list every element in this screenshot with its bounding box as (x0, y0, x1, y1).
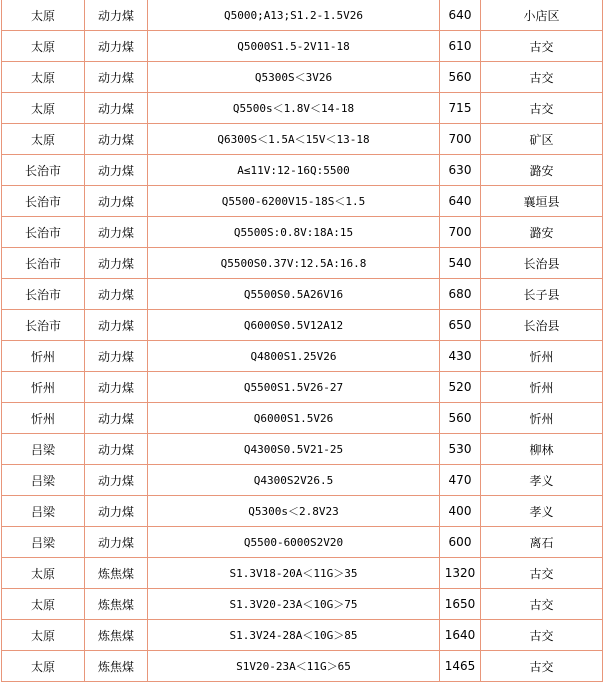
coal-type-cell: 炼焦煤 (85, 558, 148, 589)
price-cell: 520 (440, 372, 481, 403)
coal-type-cell: 动力煤 (85, 527, 148, 558)
location-cell: 古交 (481, 651, 603, 682)
price-cell: 430 (440, 341, 481, 372)
location-cell: 襄垣县 (481, 186, 603, 217)
coal-type-cell: 动力煤 (85, 124, 148, 155)
location-cell: 潞安 (481, 155, 603, 186)
coal-type-cell: 动力煤 (85, 93, 148, 124)
table-row (2, 186, 603, 217)
price-cell: 650 (440, 310, 481, 341)
coal-type-cell: 动力煤 (85, 372, 148, 403)
table-row (2, 558, 603, 589)
location-cell: 古交 (481, 31, 603, 62)
region-cell: 长治市 (2, 310, 85, 341)
table-row (2, 341, 603, 372)
coal-type-cell: 炼焦煤 (85, 651, 148, 682)
table-row (2, 496, 603, 527)
spec-cell: A≤11V:12-16Q:5500 (148, 155, 440, 186)
coal-type-cell: 炼焦煤 (85, 589, 148, 620)
price-cell: 530 (440, 434, 481, 465)
coal-type-cell: 动力煤 (85, 155, 148, 186)
region-cell: 太原 (2, 124, 85, 155)
table-row (2, 93, 603, 124)
price-cell: 630 (440, 155, 481, 186)
spec-cell: Q5500S:0.8V:18A:15 (148, 217, 440, 248)
location-cell: 长治县 (481, 310, 603, 341)
table-row (2, 0, 603, 31)
spec-cell: Q5300S＜3V26 (148, 62, 440, 93)
location-cell: 古交 (481, 62, 603, 93)
coal-type-cell: 动力煤 (85, 186, 148, 217)
location-cell: 古交 (481, 93, 603, 124)
region-cell: 太原 (2, 651, 85, 682)
spec-cell: Q5300s＜2.8V23 (148, 496, 440, 527)
price-cell: 1465 (440, 651, 481, 682)
table-row (2, 372, 603, 403)
region-cell: 长治市 (2, 217, 85, 248)
coal-type-cell: 炼焦煤 (85, 620, 148, 651)
region-cell: 吕梁 (2, 527, 85, 558)
spec-cell: Q4800S1.25V26 (148, 341, 440, 372)
location-cell: 古交 (481, 558, 603, 589)
spec-cell: Q5000S1.5-2V11-18 (148, 31, 440, 62)
price-cell: 640 (440, 0, 481, 31)
region-cell: 吕梁 (2, 434, 85, 465)
region-cell: 太原 (2, 62, 85, 93)
price-cell: 600 (440, 527, 481, 558)
region-cell: 忻州 (2, 372, 85, 403)
coal-type-cell: 动力煤 (85, 248, 148, 279)
region-cell: 长治市 (2, 186, 85, 217)
location-cell: 孝义 (481, 465, 603, 496)
table-row (2, 651, 603, 682)
coal-type-cell: 动力煤 (85, 434, 148, 465)
region-cell: 长治市 (2, 248, 85, 279)
region-cell: 太原 (2, 620, 85, 651)
location-cell: 潞安 (481, 217, 603, 248)
table-row (2, 31, 603, 62)
price-cell: 680 (440, 279, 481, 310)
location-cell: 长治县 (481, 248, 603, 279)
region-cell: 长治市 (2, 279, 85, 310)
price-cell: 560 (440, 403, 481, 434)
table-body (2, 0, 603, 682)
region-cell: 太原 (2, 0, 85, 31)
price-cell: 1640 (440, 620, 481, 651)
location-cell: 忻州 (481, 341, 603, 372)
price-cell: 700 (440, 217, 481, 248)
price-cell: 470 (440, 465, 481, 496)
price-cell: 1650 (440, 589, 481, 620)
price-cell: 1320 (440, 558, 481, 589)
price-cell: 610 (440, 31, 481, 62)
price-cell: 560 (440, 62, 481, 93)
region-cell: 太原 (2, 558, 85, 589)
location-cell: 孝义 (481, 496, 603, 527)
table-row (2, 465, 603, 496)
region-cell: 吕梁 (2, 465, 85, 496)
region-cell: 太原 (2, 93, 85, 124)
region-cell: 太原 (2, 589, 85, 620)
spec-cell: Q5500-6000S2V20 (148, 527, 440, 558)
location-cell: 古交 (481, 620, 603, 651)
coal-price-table (1, 0, 603, 682)
table-row (2, 248, 603, 279)
table-row (2, 62, 603, 93)
location-cell: 离石 (481, 527, 603, 558)
region-cell: 忻州 (2, 341, 85, 372)
location-cell: 柳林 (481, 434, 603, 465)
table-row (2, 217, 603, 248)
location-cell: 小店区 (481, 0, 603, 31)
price-cell: 700 (440, 124, 481, 155)
table-row (2, 310, 603, 341)
spec-cell: Q5500S1.5V26-27 (148, 372, 440, 403)
region-cell: 忻州 (2, 403, 85, 434)
location-cell: 忻州 (481, 372, 603, 403)
coal-type-cell: 动力煤 (85, 31, 148, 62)
spec-cell: Q6300S＜1.5A＜15V＜13-18 (148, 124, 440, 155)
spec-cell: Q6000S1.5V26 (148, 403, 440, 434)
spec-cell: S1V20-23A＜11G＞65 (148, 651, 440, 682)
table-row (2, 403, 603, 434)
region-cell: 长治市 (2, 155, 85, 186)
spec-cell: S1.3V24-28A＜10G＞85 (148, 620, 440, 651)
coal-type-cell: 动力煤 (85, 341, 148, 372)
spec-cell: Q6000S0.5V12A12 (148, 310, 440, 341)
table-row (2, 589, 603, 620)
region-cell: 太原 (2, 31, 85, 62)
spec-cell: S1.3V18-20A＜11G＞35 (148, 558, 440, 589)
price-cell: 715 (440, 93, 481, 124)
coal-type-cell: 动力煤 (85, 217, 148, 248)
price-cell: 540 (440, 248, 481, 279)
location-cell: 古交 (481, 589, 603, 620)
spec-cell: S1.3V20-23A＜10G＞75 (148, 589, 440, 620)
coal-type-cell: 动力煤 (85, 62, 148, 93)
coal-type-cell: 动力煤 (85, 279, 148, 310)
price-cell: 400 (440, 496, 481, 527)
table-row (2, 279, 603, 310)
spec-cell: Q4300S2V26.5 (148, 465, 440, 496)
table-row (2, 620, 603, 651)
coal-type-cell: 动力煤 (85, 0, 148, 31)
coal-type-cell: 动力煤 (85, 465, 148, 496)
table-row (2, 527, 603, 558)
coal-type-cell: 动力煤 (85, 496, 148, 527)
region-cell: 吕梁 (2, 496, 85, 527)
spec-cell: Q4300S0.5V21-25 (148, 434, 440, 465)
table-row (2, 124, 603, 155)
spec-cell: Q5500-6200V15-18S＜1.5 (148, 186, 440, 217)
coal-type-cell: 动力煤 (85, 403, 148, 434)
spec-cell: Q5500S0.5A26V16 (148, 279, 440, 310)
location-cell: 矿区 (481, 124, 603, 155)
spec-cell: Q5500S0.37V:12.5A:16.8 (148, 248, 440, 279)
price-cell: 640 (440, 186, 481, 217)
location-cell: 长子县 (481, 279, 603, 310)
spec-cell: Q5000;A13;S1.2-1.5V26 (148, 0, 440, 31)
location-cell: 忻州 (481, 403, 603, 434)
table-row (2, 155, 603, 186)
spec-cell: Q5500s＜1.8V＜14-18 (148, 93, 440, 124)
table-row (2, 434, 603, 465)
coal-type-cell: 动力煤 (85, 310, 148, 341)
